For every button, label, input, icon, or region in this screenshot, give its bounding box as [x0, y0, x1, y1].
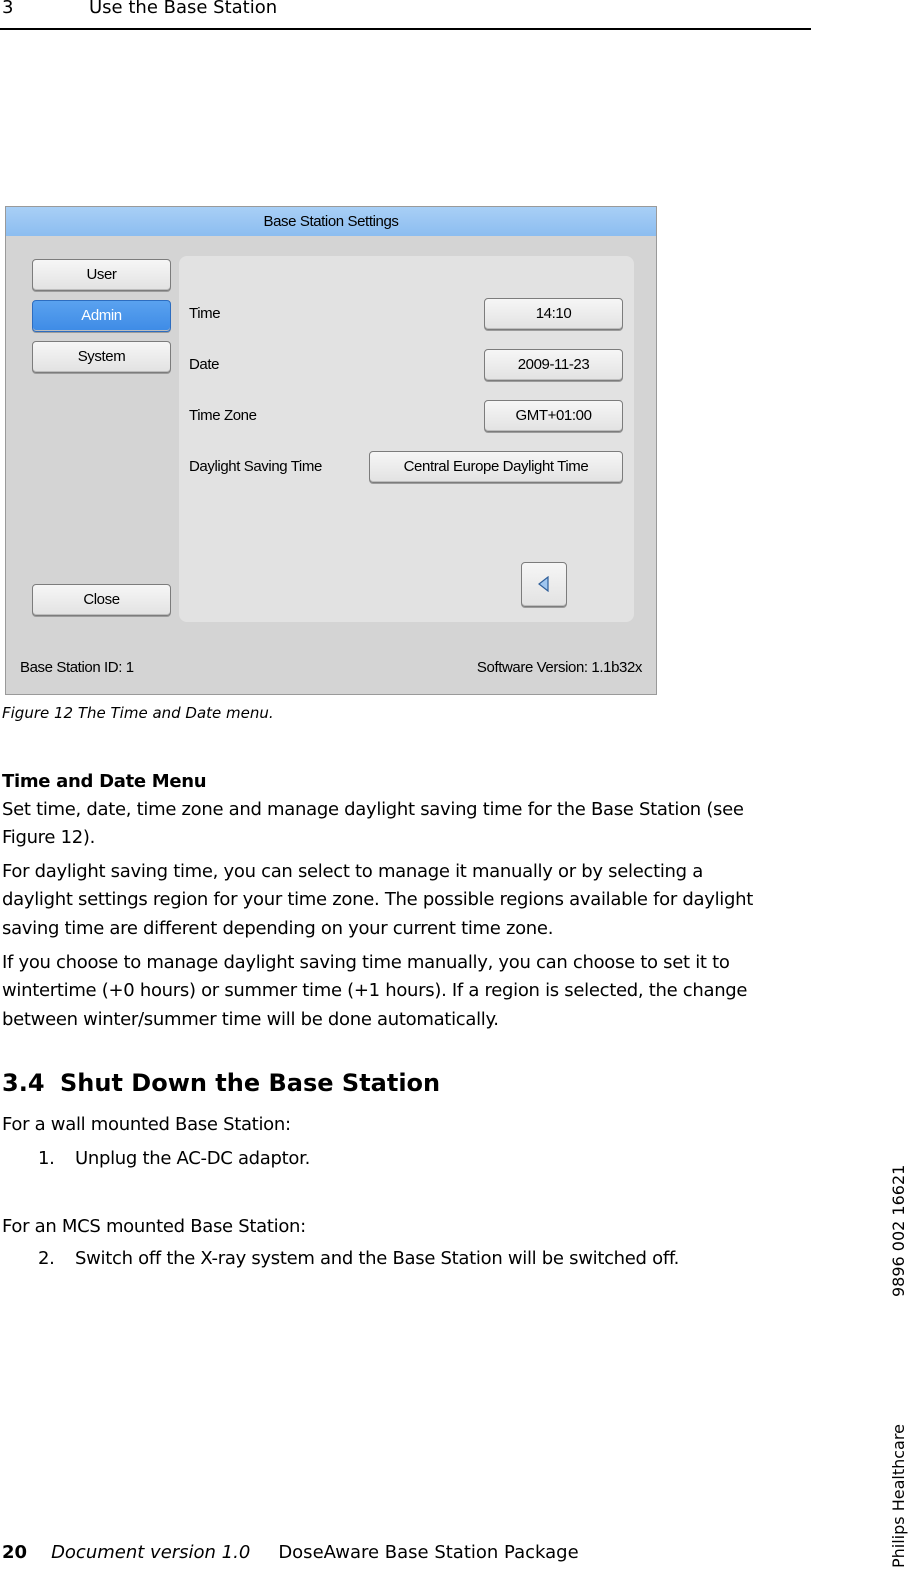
company-name: Philips Healthcare — [889, 1424, 908, 1568]
chapter-number: 3 — [2, 0, 14, 18]
figure-caption: Figure 12 The Time and Date menu. — [2, 704, 274, 722]
close-button[interactable]: Close — [32, 584, 171, 616]
section-number: 3.4 — [2, 1069, 45, 1097]
mcs-mount-intro: For an MCS mounted Base Station: — [2, 1216, 306, 1237]
list-item — [38, 1148, 310, 1169]
settings-panel — [179, 256, 634, 622]
user-button[interactable]: User — [32, 259, 171, 291]
back-button[interactable] — [521, 562, 567, 607]
software-version: Software Version: 1.1b32x — [476, 659, 642, 676]
paragraph-line: For daylight saving time, you can select to manage it manually or by selecting a — [2, 861, 703, 882]
system-button[interactable]: System — [32, 341, 171, 373]
running-header — [0, 0, 811, 30]
time-zone-label: Time Zone — [189, 407, 257, 424]
list-number: 1. — [38, 1148, 55, 1169]
list-number: 2. — [38, 1248, 55, 1269]
paragraph-line: wintertime (+0 hours) or summer time (+1 hours). If a region is selected, the change — [2, 980, 748, 1001]
base-station-id: Base Station ID: 1 — [20, 659, 134, 676]
date-label: Date — [189, 356, 220, 373]
daylight-saving-label: Daylight Saving Time — [189, 458, 322, 475]
page-footer — [2, 1542, 579, 1563]
wall-mount-intro: For a wall mounted Base Station: — [2, 1114, 291, 1135]
time-zone-button[interactable]: GMT+01:00 — [484, 400, 623, 432]
paragraph-line: daylight settings region for your time zone. The possible regions available for daylight — [2, 889, 754, 910]
package-name: DoseAware Base Station Package — [278, 1542, 579, 1563]
section-heading — [2, 1069, 440, 1097]
paragraph-line: Set time, date, time zone and manage daylight saving time for the Base Station (see — [2, 799, 744, 820]
paragraph-line: saving time are different depending on your current time zone. — [2, 918, 554, 939]
daylight-saving-button[interactable]: Central Europe Daylight Time — [369, 451, 623, 483]
page-number: 20 — [2, 1542, 28, 1563]
base-station-settings-window — [5, 206, 657, 695]
chapter-title: Use the Base Station — [89, 0, 278, 18]
list-text: Unplug the AC-DC adaptor. — [75, 1148, 310, 1169]
window-title: Base Station Settings — [6, 207, 656, 236]
list-text: Switch off the X-ray system and the Base Station will be switched off. — [75, 1248, 679, 1269]
paragraph-line: If you choose to manage daylight saving time manually, you can choose to set it to — [2, 952, 730, 973]
time-label: Time — [189, 305, 221, 322]
date-button[interactable]: 2009-11-23 — [484, 349, 623, 381]
left-triangle-icon — [538, 576, 550, 592]
admin-button[interactable]: Admin — [32, 300, 171, 332]
section-title: Shut Down the Base Station — [60, 1069, 441, 1097]
paragraph-line: Figure 12). — [2, 827, 96, 848]
paragraph-line: between winter/summer time will be done automatically. — [2, 1009, 499, 1030]
document-version: Document version 1.0 — [51, 1542, 251, 1563]
document-number: 9896 002 16621 — [889, 1164, 908, 1297]
subheading: Time and Date Menu — [2, 771, 207, 792]
time-button[interactable]: 14:10 — [484, 298, 623, 330]
list-item — [38, 1248, 679, 1269]
